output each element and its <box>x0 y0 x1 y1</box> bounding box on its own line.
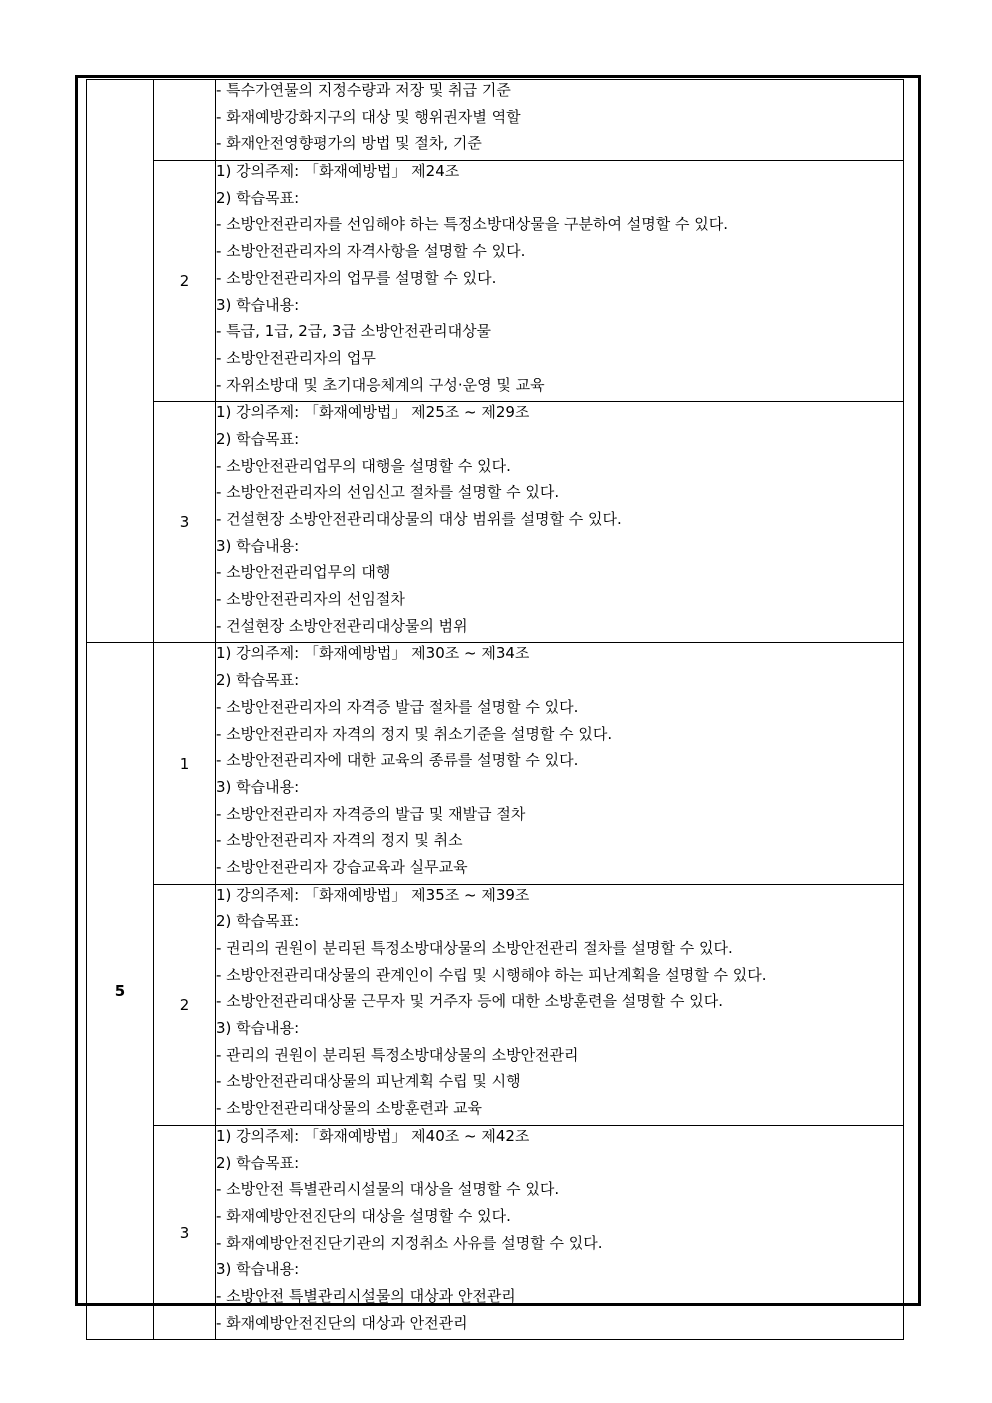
content-item: - 화재예방안전진단의 대상과 안전관리 <box>216 1313 468 1332</box>
content-cell <box>216 80 904 161</box>
content-item: - 소방안전관리대상물의 소방훈련과 교육 <box>216 1099 483 1118</box>
content-item: - 소방안전관리업무의 대행 <box>216 563 391 582</box>
content-line: - 화재안전영향평가의 방법 및 절차, 기준 <box>216 134 482 153</box>
content-item: - 소방안전관리자 자격의 정지 및 취소 <box>216 831 463 850</box>
content-item: - 소방안전관리자의 업무 <box>216 348 376 367</box>
objective-item: - 소방안전관리자의 자격증 발급 절차를 설명할 수 있다. <box>216 697 579 716</box>
objectives-heading: 2) 학습목표: <box>216 671 300 690</box>
contents-heading: 3) 학습내용: <box>216 1019 300 1038</box>
lecture-plan-table <box>86 79 904 1340</box>
objective-item: - 건설현장 소방안전관리대상물의 대상 범위를 설명할 수 있다. <box>216 510 622 528</box>
content-cell <box>216 884 904 1125</box>
contents-heading: 3) 학습내용: <box>216 536 300 555</box>
content-item: - 소방안전 특별관리시설물의 대상과 안전관리 <box>216 1286 516 1305</box>
objectives-heading: 2) 학습목표: <box>216 912 300 931</box>
content-line: - 화재예방강화지구의 대상 및 행위권자별 역할 <box>216 107 521 126</box>
objective-item: - 소방안전관리자의 선임신고 절차를 설명할 수 있다. <box>216 483 560 502</box>
objective-item: - 화재예방안전진단기관의 지정취소 사유를 설명할 수 있다. <box>216 1233 603 1252</box>
objective-item: - 소방안전관리업무의 대행을 설명할 수 있다. <box>216 456 511 475</box>
contents-heading: 3) 학습내용: <box>216 1260 300 1279</box>
lecture-topic: 1) 강의주제: 「화재예방법」 제30조 ~ 제34조 <box>216 644 530 663</box>
lecture-topic: 1) 강의주제: 「화재예방법」 제24조 <box>216 162 460 181</box>
content-item: - 자위소방대 및 초기대응체계의 구성·운영 및 교육 <box>216 375 545 394</box>
session-cell <box>154 80 216 161</box>
session-cell: 3 <box>154 402 216 643</box>
contents-heading: 3) 학습내용: <box>216 777 300 796</box>
lecture-topic: 1) 강의주제: 「화재예방법」 제40조 ~ 제42조 <box>216 1126 530 1145</box>
session-cell: 3 <box>154 1125 216 1340</box>
objective-item: - 소방안전관리자에 대한 교육의 종류를 설명할 수 있다. <box>216 751 579 770</box>
objective-item: - 권리의 권원이 분리된 특정소방대상물의 소방안전관리 절차를 설명할 수 있다. <box>216 939 733 957</box>
objectives-heading: 2) 학습목표: <box>216 1153 300 1172</box>
objective-item: - 소방안전관리자의 자격사항을 설명할 수 있다. <box>216 242 526 261</box>
objective-item: - 소방안전관리자의 업무를 설명할 수 있다. <box>216 268 497 287</box>
week-cell <box>87 80 154 643</box>
objectives-heading: 2) 학습목표: <box>216 188 300 207</box>
content-cell <box>216 402 904 643</box>
content-line: - 특수가연물의 지정수량과 저장 및 취급 기준 <box>216 81 511 99</box>
table-row <box>87 161 904 402</box>
objective-item: - 소방안전관리자 자격의 정지 및 취소기준을 설명할 수 있다. <box>216 724 613 743</box>
content-cell <box>216 161 904 402</box>
content-item: - 소방안전관리자 자격증의 발급 및 재발급 절차 <box>216 804 526 823</box>
session-cell: 2 <box>154 161 216 402</box>
content-item: - 소방안전관리대상물의 피난계획 수립 및 시행 <box>216 1072 521 1091</box>
table-row <box>87 80 904 161</box>
table-row <box>87 884 904 1125</box>
content-item: - 소방안전관리자의 선임절차 <box>216 590 405 609</box>
lecture-topic: 1) 강의주제: 「화재예방법」 제25조 ~ 제29조 <box>216 403 530 422</box>
content-item: - 관리의 권원이 분리된 특정소방대상물의 소방안전관리 <box>216 1045 579 1064</box>
content-item: - 특급, 1급, 2급, 3급 소방안전관리대상물 <box>216 322 492 341</box>
session-cell: 1 <box>154 643 216 884</box>
content-cell <box>216 1125 904 1340</box>
content-cell <box>216 643 904 884</box>
content-item: - 건설현장 소방안전관리대상물의 범위 <box>216 616 468 635</box>
table-row <box>87 643 904 884</box>
contents-heading: 3) 학습내용: <box>216 295 300 314</box>
session-cell: 2 <box>154 884 216 1125</box>
table-row <box>87 1125 904 1340</box>
content-item: - 소방안전관리자 강습교육과 실무교육 <box>216 857 468 876</box>
objective-item: - 화재예방안전진단의 대상을 설명할 수 있다. <box>216 1206 511 1225</box>
week-cell: 5 <box>87 643 154 1340</box>
table-row <box>87 402 904 643</box>
lecture-topic: 1) 강의주제: 「화재예방법」 제35조 ~ 제39조 <box>216 885 530 904</box>
objective-item: - 소방안전관리대상물의 관계인이 수립 및 시행해야 하는 피난계획을 설명할 수 있다. <box>216 965 767 984</box>
objective-item: - 소방안전관리자를 선임해야 하는 특정소방대상물을 구분하여 설명할 수 있다. <box>216 215 729 234</box>
objectives-heading: 2) 학습목표: <box>216 429 300 448</box>
objective-item: - 소방안전 특별관리시설물의 대상을 설명할 수 있다. <box>216 1180 560 1199</box>
objective-item: - 소방안전관리대상물 근무자 및 거주자 등에 대한 소방훈련을 설명할 수 있다. <box>216 992 724 1011</box>
